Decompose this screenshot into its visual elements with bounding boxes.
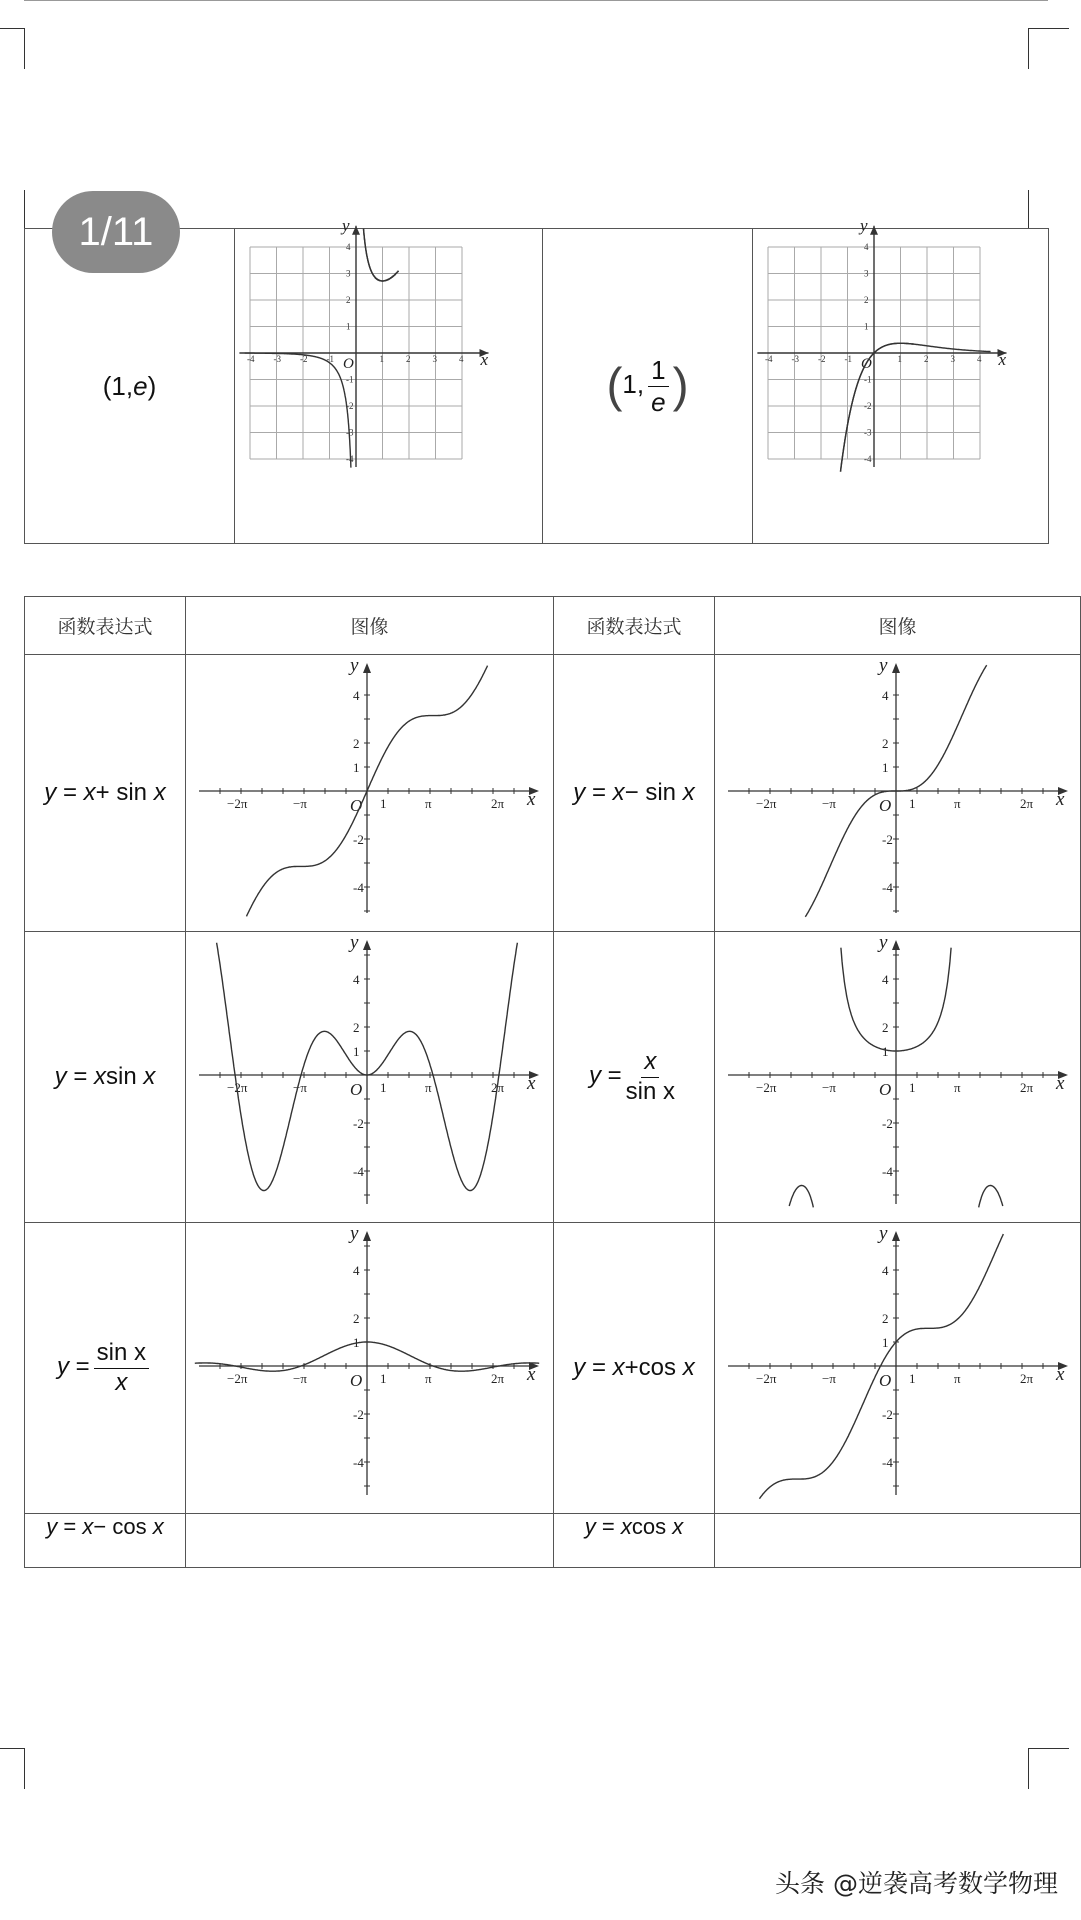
x-axis-label: x (1055, 789, 1064, 810)
graph-cell-empty-1 (186, 1514, 554, 1568)
y-axis-label: y (878, 932, 887, 953)
origin-label: O (349, 1080, 362, 1099)
x-tick-label: π (953, 1080, 961, 1095)
y-tick-label: 4 (352, 688, 359, 703)
y-tick-label: 4 (881, 1263, 888, 1278)
y-axis-arrow (892, 940, 900, 950)
y-tick-label: 3 (863, 268, 868, 279)
y-tick-label: 2 (881, 1311, 888, 1326)
x-axis-label: x (998, 350, 1006, 369)
crop-mark-top-right (1028, 28, 1069, 69)
x-axis-label: x (526, 1073, 535, 1094)
top-cell-graph-2 (753, 216, 1049, 544)
x-tick-label: 3 (950, 354, 955, 364)
y-tick-label: 1 (352, 1335, 359, 1350)
x-tick-label: 2π (1019, 1080, 1033, 1095)
expr-x-minus-cosx: y = x− cos x (25, 1514, 186, 1568)
y-tick-label: -1 (863, 374, 871, 385)
origin-label: O (878, 1080, 891, 1099)
y-tick-label: -4 (881, 1455, 893, 1470)
x-tick-label: π (953, 796, 961, 811)
origin-label: O (878, 1371, 891, 1390)
y-tick-label: 3 (345, 268, 350, 279)
y-axis-label: y (878, 655, 887, 676)
x-tick-label: −π (821, 796, 836, 811)
y-axis-label: y (349, 655, 358, 676)
grid-graph-x-over-exp (754, 216, 1048, 539)
expr-x-sinx: y = xsin x (25, 932, 186, 1223)
origin-label: O (878, 796, 891, 815)
graph-x-over-sinx (716, 932, 1080, 1218)
y-tick-label: 2 (352, 1020, 359, 1035)
x-tick-label: 1 (908, 1080, 915, 1095)
x-tick-label: −π (821, 1371, 836, 1386)
x-tick-label: 4 (458, 354, 463, 364)
graph-x-sinx (187, 932, 553, 1218)
page-indicator-badge[interactable]: 1/11 (52, 191, 180, 273)
x-tick-label: 2π (1019, 796, 1033, 811)
y-tick-label: -4 (863, 454, 871, 464)
x-tick-label: -4 (246, 354, 254, 364)
crop-mark-mid-left (24, 190, 25, 228)
top-cell-point-1-over-e (543, 229, 753, 544)
origin-label: O (860, 356, 872, 372)
x-tick-label: 1 (379, 1080, 386, 1095)
x-tick-label: −2π (226, 1080, 247, 1095)
top-edge-line (24, 0, 1048, 1)
x-tick-label: -4 (764, 354, 772, 364)
crop-mark-mid-right (1028, 190, 1029, 228)
x-tick-label: 1 (379, 354, 384, 364)
expr-x-cosx: y = xcos x (554, 1514, 715, 1568)
x-tick-label: 2 (405, 354, 410, 364)
header-expression-2: 函数表达式 (554, 597, 715, 655)
x-axis-label: x (480, 350, 488, 369)
y-tick-label: -4 (352, 880, 364, 895)
x-tick-label: −2π (226, 1371, 247, 1386)
y-tick-label: -2 (881, 1407, 893, 1422)
expr-sinx-over-x: y = $\frac{\text{sin x}}{x}$ (25, 1223, 186, 1514)
y-tick-label: 2 (352, 1311, 359, 1326)
x-tick-label: -3 (791, 354, 799, 364)
expr-x-over-sinx: y = $\frac{x}{\text{sin x}}$ (554, 932, 715, 1223)
x-tick-label: 2π (490, 1080, 504, 1095)
y-tick-label: 1 (881, 760, 888, 775)
x-tick-label: −2π (755, 796, 776, 811)
graph-cell-x-plus-sinx (186, 655, 554, 932)
y-tick-label: -4 (352, 1455, 364, 1470)
y-tick-label: -2 (352, 1407, 364, 1422)
y-tick-label: -4 (352, 1164, 364, 1179)
graph-x-plus-cosx (716, 1223, 1080, 1509)
y-tick-label: -2 (352, 1116, 364, 1131)
y-tick-label: 2 (345, 295, 350, 305)
x-tick-label: −2π (226, 796, 247, 811)
expr-x-plus-sinx: y = x+ sin x (25, 655, 186, 932)
origin-label: O (349, 796, 362, 815)
x-tick-label: 1 (908, 1371, 915, 1386)
crop-mark-top-left (0, 28, 25, 69)
y-tick-label: -4 (345, 454, 353, 464)
y-axis-arrow (892, 1231, 900, 1241)
y-tick-label: -1 (345, 374, 353, 385)
graph-cell-x-sinx (186, 932, 554, 1223)
x-tick-label: π (424, 1080, 432, 1095)
y-tick-label: 4 (881, 688, 888, 703)
y-tick-label: 4 (352, 1263, 359, 1278)
top-cell-graph-1 (235, 216, 543, 544)
graph-cell-x-over-sinx (715, 932, 1081, 1223)
header-graph-1: 图像 (186, 597, 554, 655)
graph-x-plus-sinx (187, 655, 553, 927)
header-expression-1: 函数表达式 (25, 597, 186, 655)
y-tick-label: 1 (352, 1044, 359, 1059)
y-axis-label: y (341, 216, 350, 236)
y-tick-label: -2 (881, 1116, 893, 1131)
curve-exp-over-x (244, 229, 395, 468)
x-tick-label: -1 (844, 354, 852, 364)
point-1-1-over-e: (1, $\frac{1}{e}$ ) (606, 354, 689, 417)
y-tick-label: 1 (881, 1044, 888, 1059)
y-axis-label: y (878, 1223, 887, 1244)
x-tick-label: -2 (817, 354, 825, 364)
x-tick-label: -1 (326, 354, 334, 364)
x-tick-label: −π (292, 796, 307, 811)
graph-sinx-over-x (187, 1223, 553, 1509)
x-axis-label: x (1055, 1364, 1064, 1385)
graph-cell-x-plus-cosx (715, 1223, 1081, 1514)
x-tick-label: 3 (432, 354, 437, 364)
y-tick-label: 2 (352, 736, 359, 751)
graph-x-minus-sinx (716, 655, 1080, 927)
x-tick-label: −2π (755, 1371, 776, 1386)
y-tick-label: 1 (863, 321, 868, 332)
top-cell-point-e (25, 229, 235, 544)
y-axis-arrow (870, 226, 878, 235)
graph-cell-x-minus-sinx (715, 655, 1081, 932)
y-tick-label: -3 (863, 427, 871, 438)
x-tick-label: 4 (976, 354, 981, 364)
x-tick-label: −π (292, 1080, 307, 1095)
expr-x-minus-sinx: y = x− sin x (554, 655, 715, 932)
y-tick-label: -2 (352, 832, 364, 847)
graph-cell-sinx-over-x (186, 1223, 554, 1514)
y-tick-label: 4 (863, 242, 868, 252)
grid-graph-exp-over-x (236, 216, 542, 539)
expr-x-plus-cosx: y = x+cos x (554, 1223, 715, 1514)
x-axis-label: x (1055, 1073, 1064, 1094)
origin-label: O (342, 356, 354, 372)
y-tick-label: 1 (345, 321, 350, 332)
graph-cell-empty-2 (715, 1514, 1081, 1568)
header-graph-2: 图像 (715, 597, 1081, 655)
y-tick-label: 1 (352, 760, 359, 775)
x-axis-label: x (526, 1364, 535, 1385)
x-tick-label: π (424, 796, 432, 811)
x-tick-label: 2π (490, 796, 504, 811)
y-axis-label: y (349, 1223, 358, 1244)
x-tick-label: -3 (273, 354, 281, 364)
x-tick-label: 2π (490, 1371, 504, 1386)
x-tick-label: 1 (379, 1371, 386, 1386)
point-1-e: (1,e) (102, 370, 157, 401)
x-tick-label: 1 (897, 354, 902, 364)
function-graph-table (24, 596, 1081, 1568)
y-tick-label: 2 (863, 295, 868, 305)
y-tick-label: -4 (881, 1164, 893, 1179)
crop-mark-bottom-left (0, 1748, 25, 1789)
origin-label: O (349, 1371, 362, 1390)
crop-mark-bottom-right (1028, 1748, 1069, 1789)
x-axis-label: x (526, 789, 535, 810)
y-axis-label: y (859, 216, 868, 236)
x-tick-label: −2π (755, 1080, 776, 1095)
y-tick-label: 4 (881, 972, 888, 987)
x-tick-label: −π (821, 1080, 836, 1095)
y-tick-label: -2 (345, 401, 353, 411)
y-axis-arrow (363, 940, 371, 950)
y-tick-label: -3 (345, 427, 353, 438)
y-axis-label: y (349, 932, 358, 953)
x-tick-label: π (953, 1371, 961, 1386)
top-table (24, 216, 1049, 544)
y-tick-label: -2 (863, 401, 871, 411)
x-tick-label: 1 (379, 796, 386, 811)
y-tick-label: -4 (881, 880, 893, 895)
x-tick-label: π (424, 1371, 432, 1386)
y-tick-label: -2 (881, 832, 893, 847)
x-tick-label: 2π (1019, 1371, 1033, 1386)
y-axis-arrow (363, 1231, 371, 1241)
y-tick-label: 4 (352, 972, 359, 987)
watermark-text: 头条 @逆袭高考数学物理 (775, 1869, 1058, 1898)
y-tick-label: 2 (881, 736, 888, 751)
y-tick-label: 2 (881, 1020, 888, 1035)
y-axis-arrow (352, 226, 360, 235)
y-tick-label: 1 (881, 1335, 888, 1350)
x-tick-label: 1 (908, 796, 915, 811)
x-tick-label: -2 (299, 354, 307, 364)
y-tick-label: 4 (345, 242, 350, 252)
x-tick-label: 2 (923, 354, 928, 364)
x-tick-label: −π (292, 1371, 307, 1386)
